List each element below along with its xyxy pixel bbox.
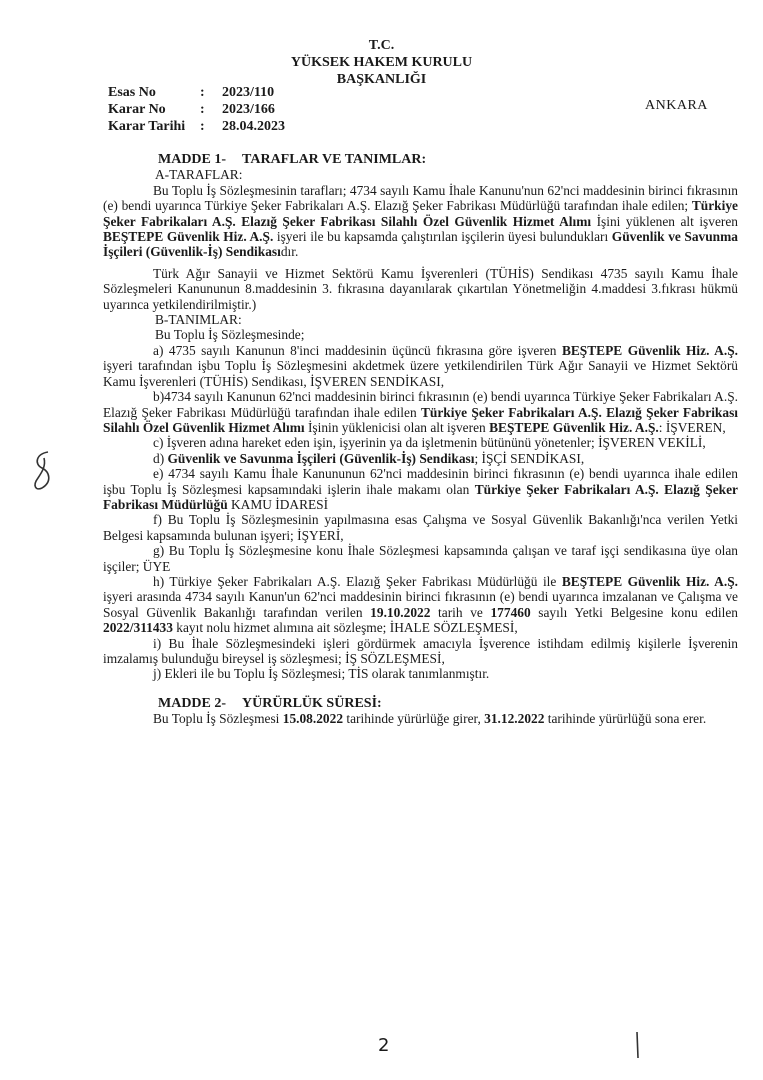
text-run: İşini yüklenen alt işveren [591,213,739,229]
text-run: : İŞVEREN, [658,419,726,435]
definition-i: i) Bu İhale Sözleşmesindeki işleri gördürmek amacıyla İşverence istihdam edilmiş kişilerle İşverenin imzalamış bulunduğu bireysel iş sözleşmesi; İŞ SÖZLEŞMESİ, [103,635,738,666]
definition-a [103,343,738,389]
text-run: b)4734 sayılı Kanunun 62'nci maddesinin birinci fıkrasının (e) bendi uyarınca Türkiye Şeker Fabrikaları A.Ş. Elazığ Şeker Fabrikası Müdürlüğü tarafından ihale edilen [103,389,738,420]
text-run: a) 4735 sayılı Kanunun 8'inci maddesinin üçüncü fıkrasına göre işveren [153,342,562,358]
spacer [103,682,738,696]
definition-j: j) Ekleri ile bu Toplu İş Sözleşmesi; TİS olarak tanımlanmıştır. [153,666,490,682]
esas-value: 2023/110 [222,85,275,100]
city-label: ANKARA [645,98,708,113]
text-run: tarihinde yürürlüğe girer, [343,711,485,727]
definition-f: f) Bu Toplu İş Sözleşmesinin yapılmasına esas Çalışma ve Sosyal Güvenlik Bakanlığı'nca verilen Yetki Belgesi kapsamında bulunan işyeri; İŞYERİ, [103,512,738,543]
bold-run: 19.10.2022 [370,604,431,620]
text-run: dır. [280,244,299,260]
text-run: e) 4734 sayılı Kamu İhale Kanununun 62'nci maddesinin birinci fıkrasının (e) bendi uyarınca ihale edilen işbu Toplu İş Sözleşmesi kapsamındaki işlerin ihale makamı olan [103,466,738,497]
madde2-title: YÜRÜRLÜK SÜRESİ: [242,695,382,711]
definition-g: g) Bu Toplu İş Sözleşmesine konu İhale Sözleşmesi kapsamında çalışan ve taraf işçi sendikasına üye olan işçiler; ÜYE [103,543,738,574]
karar-label: Karar No [108,102,166,117]
bold-run: BEŞTEPE Güvenlik Hiz. A.Ş. [489,419,659,435]
bold-run: 177460 [490,604,531,620]
text-run: kayıt nolu hizmet alımına ait sözleşme; İHALE SÖZLEŞMESİ, [172,620,518,636]
bold-run: BEŞTEPE Güvenlik Hiz. A.Ş. [561,342,738,358]
madde1-title: TARAFLAR VE TANIMLAR: [242,152,427,167]
text-run: KAMU İDARESİ [227,496,329,512]
header-office: BAŞKANLIĞI [336,72,427,87]
section-b-title: B-TANIMLAR: [155,312,242,328]
text-run: h) Türkiye Şeker Fabrikaları A.Ş. Elazığ Şeker Fabrikası Müdürlüğü ile [153,573,562,589]
madde2-number: MADDE 2- [158,695,227,711]
page-number: 2 [378,1035,390,1056]
definitions-intro: Bu Toplu İş Sözleşmesinde; [155,327,305,343]
handwritten-initial-mark [28,448,58,494]
validity-paragraph [103,711,738,726]
definition-h [103,574,738,636]
tarih-label: Karar Tarihi [108,119,186,134]
handwritten-stroke-mark [633,1030,643,1060]
text-run: tarihinde yürürlüğü sona erer. [544,711,707,727]
text-run: işyeri tarafından işbu Toplu İş Sözleşmesini akdetmek üzere yetkilendirilen Türk Ağır Sanayii ve Hizmet Sektörü Kamu İşverenleri (TÜHİS) Sendikası, İŞVEREN SENDİKASI, [103,358,738,389]
bold-run: Türkiye Şeker Fabrikaları A.Ş. Elazığ Şeker Fabrikası Silahlı Özel Güvenlik Hizmet Alımı [103,198,738,229]
definition-d [103,451,738,466]
karar-value: 2023/166 [222,102,275,117]
text-run: işyeri arasında 4734 sayılı Kanun'un 62'nci maddesinin birinci fıkrasının (e) bendi uyarınca imzalanan ve Çalışma ve Sosyal Güvenlik Bakanlığı tarafından verilen [103,589,738,620]
colon: : [200,119,205,134]
esas-label: Esas No [108,85,156,100]
bold-run: Türkiye Şeker Fabrikaları A.Ş. Elazığ Şeker Fabrikası Silahlı Özel Güvenlik Hizmet Alımı [103,404,738,435]
definition-c: c) İşveren adına hareket eden işin, işyerinin ya da işletmenin bütününü yönetenler; İŞVEREN VEKİLİ, [153,435,706,451]
tarih-value: 28.04.2023 [222,119,285,134]
colon: : [200,85,205,100]
text-run: işyeri ile bu kapsamda çalıştırılan işçilerin üyesi bulundukları [273,229,612,245]
bold-run: BEŞTEPE Güvenlik Hiz. A.Ş. [103,229,274,245]
bold-run: Güvenlik ve Savunma İşçileri (Güvenlik-İş) Sendikası [103,229,738,260]
madde1-number: MADDE 1- [158,152,227,167]
colon: : [200,102,205,117]
definition-b [103,389,738,435]
case-meta [108,84,285,135]
bold-run: 2022/311433 [103,620,173,636]
text-run: ; İŞÇİ SENDİKASI, [474,450,585,466]
bold-run: 31.12.2022 [484,711,545,727]
document-body [103,152,738,727]
header-tc: T.C. [368,38,395,53]
text-run: sayılı Yetki Belgesine konu edilen [530,604,738,620]
section-a-title: A-TARAFLAR: [155,167,243,183]
text-run: İşinin yüklenicisi olan alt işveren [304,419,490,435]
header-institution: YÜKSEK HAKEM KURULU [290,55,473,70]
bold-run: Güvenlik ve Savunma İşçileri (Güvenlik-İş) Sendikası [167,450,475,466]
bold-run: Türkiye Şeker Fabrikaları A.Ş. Elazığ Şeker Fabrikası Müdürlüğü [103,481,738,512]
madde1-heading [158,152,738,167]
parties-paragraph [103,183,738,260]
bold-run: BEŞTEPE Güvenlik Hiz. A.Ş. [561,573,738,589]
text-run: Bu Toplu İş Sözleşmesinin tarafları; 4734 sayılı Kamu İhale Kanunu'nun 62'nci maddesinin birinci fıkrasının (e) bendi uyarınca Türkiye Şeker Fabrikaları A.Ş. Elazığ Şeker Fabrikası Müdürlüğü tarafından ihale edilen; [103,182,738,214]
bold-run: 15.08.2022 [282,711,344,727]
madde2-heading [158,696,738,711]
text-run: d) [153,450,168,466]
text-run: Bu Toplu İş Sözleşmesi [153,711,283,727]
definition-e [103,466,738,512]
tuhis-paragraph: Türk Ağır Sanayii ve Hizmet Sektörü Kamu İşverenleri (TÜHİS) Sendikası 4735 sayılı Kamu İhale Sözleşmeleri Kanununun 8.maddesinin 3. fıkrasına dayanılarak çıkartılan Yönetmeliğin 4.maddesi 3.fıkrası hükmü uyarınca yetkilendirilmiştir.) [103,265,738,312]
text-run: tarih ve [430,604,491,620]
